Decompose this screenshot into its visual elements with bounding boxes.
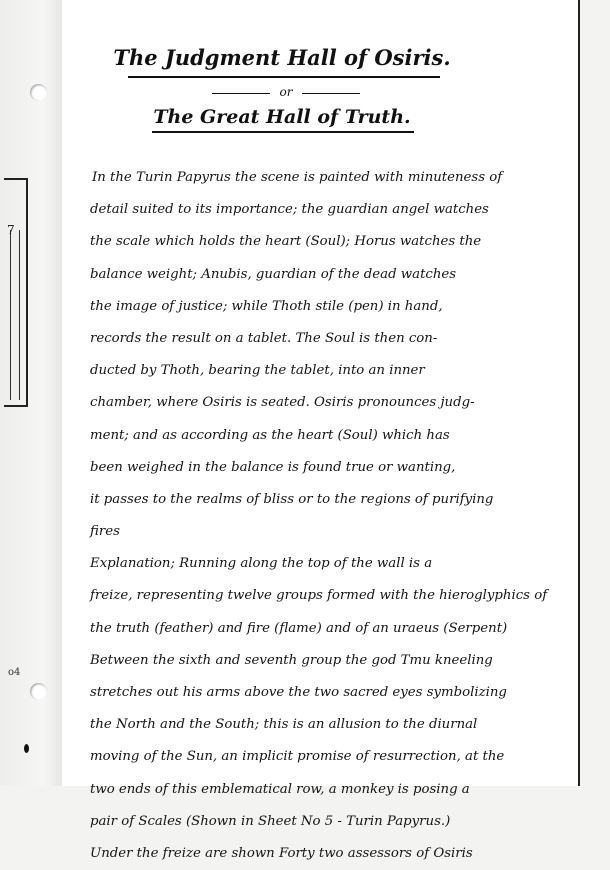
text-line: fires [90, 524, 120, 540]
text-line: ducted by Thoth, bearing the tablet, into an inner [90, 363, 425, 379]
text-line: the truth (feather) and fire (flame) and of an uraeus (Serpent) [90, 620, 508, 636]
text-line: In the Turin Papyrus the scene is painted with minuteness of [92, 170, 503, 185]
text-line: Under the freize are shown Forty two assessors of Osiris [90, 845, 473, 861]
handwritten-body [90, 162, 574, 870]
separator-rule-left [212, 93, 270, 94]
manuscript-page [62, 0, 580, 861]
ink-dot [24, 744, 29, 753]
text-line: it passes to the realms of bliss or to the regions of purifying [90, 491, 494, 507]
edge-text: o4 [8, 667, 21, 678]
text-line: moving of the Sun, an implicit promise of resurrection, at the [90, 749, 505, 765]
text-line: Explanation; Running along the top of the wall is a [90, 556, 433, 572]
text-line: stretches out his arms above the two sacred eyes symbolizing [90, 685, 507, 700]
text-line: Between the sixth and seventh group the god Tmu kneeling [90, 652, 493, 668]
text-line: two ends of this emblematical row, a monkey is posing a [90, 781, 470, 797]
binding-bracket-inner [10, 230, 20, 400]
margin-mark: 7 [7, 223, 15, 237]
text-line: the image of justice; while Thoth stile (pen) in hand, [90, 298, 443, 314]
title-separator [212, 84, 360, 100]
scanner-margin [0, 0, 63, 786]
text-line: been weighed in the balance is found true or wanting, [90, 459, 456, 475]
separator-rule-right [302, 93, 360, 94]
punch-hole-bottom [30, 683, 47, 700]
text-line: pair of Scales (Shown in Sheet No 5 - Turin Papyrus.) [90, 813, 451, 829]
text-line: the North and the South; this is an allusion to the diurnal [90, 717, 478, 733]
text-line: balance weight; Anubis, guardian of the dead watches [90, 266, 457, 282]
separator-word: or [279, 85, 293, 99]
text-line: ment; and as according as the heart (Soul) which has [90, 427, 450, 443]
text-line: chamber, where Osiris is seated. Osiris pronounces judg- [90, 395, 475, 411]
punch-hole-top [30, 84, 47, 101]
subtitle-underline [152, 131, 414, 133]
text-line: the scale which holds the heart (Soul); Horus watches the [90, 234, 482, 250]
text-line: records the result on a tablet. The Soul is then con- [90, 330, 438, 346]
title-underline [128, 76, 440, 78]
page-title: The Judgment Hall of Osiris. [113, 45, 451, 70]
text-line: detail suited to its importance; the guardian angel watches [90, 202, 489, 218]
text-line: freize, representing twelve groups formed with the hieroglyphics of [90, 588, 548, 604]
page-subtitle: The Great Hall of Truth. [153, 106, 411, 128]
